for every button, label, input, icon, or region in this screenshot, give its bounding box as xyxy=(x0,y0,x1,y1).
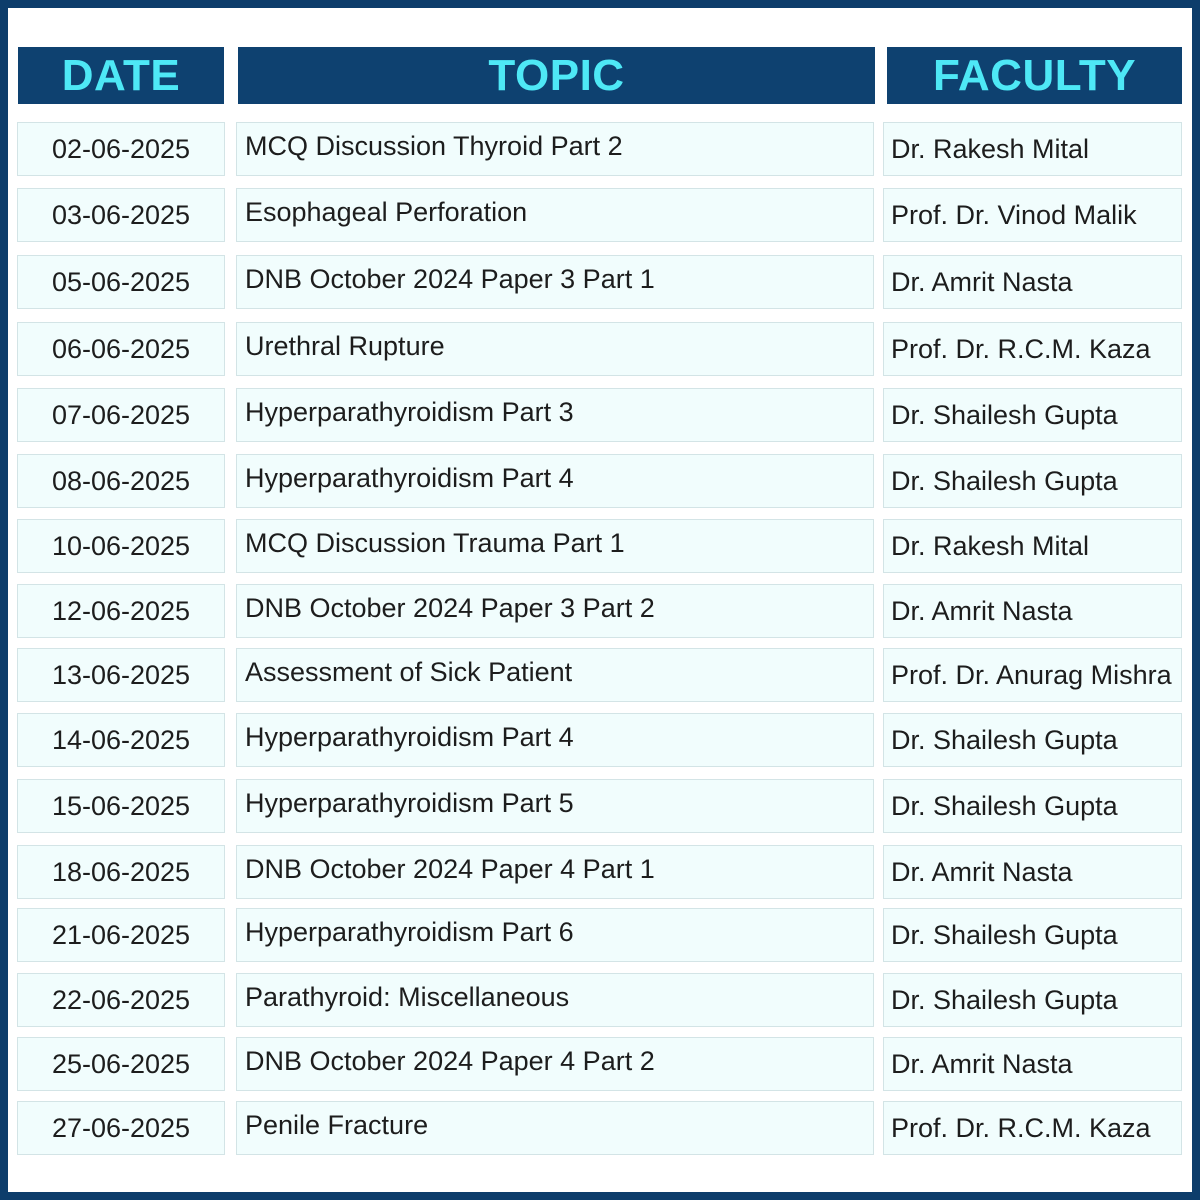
row-topic: Hyperparathyroidism Part 6 xyxy=(236,908,874,962)
row-faculty: Dr. Shailesh Gupta xyxy=(883,454,1182,508)
header-faculty: FACULTY xyxy=(887,47,1182,104)
row-date: 22-06-2025 xyxy=(17,973,225,1027)
row-topic: Hyperparathyroidism Part 4 xyxy=(236,454,874,508)
row-date: 10-06-2025 xyxy=(17,519,225,573)
header-topic: TOPIC xyxy=(238,47,875,104)
row-faculty: Prof. Dr. Vinod Malik xyxy=(883,188,1182,242)
row-faculty: Prof. Dr. R.C.M. Kaza xyxy=(883,322,1182,376)
row-date: 02-06-2025 xyxy=(17,122,225,176)
row-faculty: Dr. Shailesh Gupta xyxy=(883,388,1182,442)
row-faculty: Dr. Rakesh Mital xyxy=(883,122,1182,176)
row-topic: Esophageal Perforation xyxy=(236,188,874,242)
row-faculty: Dr. Rakesh Mital xyxy=(883,519,1182,573)
row-faculty: Dr. Shailesh Gupta xyxy=(883,908,1182,962)
row-faculty: Dr. Shailesh Gupta xyxy=(883,713,1182,767)
row-date: 07-06-2025 xyxy=(17,388,225,442)
row-faculty: Dr. Amrit Nasta xyxy=(883,1037,1182,1091)
row-date: 08-06-2025 xyxy=(17,454,225,508)
row-date: 25-06-2025 xyxy=(17,1037,225,1091)
row-topic: Assessment of Sick Patient xyxy=(236,648,874,702)
row-topic: Hyperparathyroidism Part 5 xyxy=(236,779,874,833)
row-faculty: Prof. Dr. Anurag Mishra xyxy=(883,648,1182,702)
row-topic: MCQ Discussion Thyroid Part 2 xyxy=(236,122,874,176)
schedule-sheet xyxy=(8,8,1192,1192)
row-date: 18-06-2025 xyxy=(17,845,225,899)
row-date: 21-06-2025 xyxy=(17,908,225,962)
row-faculty: Dr. Shailesh Gupta xyxy=(883,779,1182,833)
row-faculty: Dr. Amrit Nasta xyxy=(883,255,1182,309)
row-date: 06-06-2025 xyxy=(17,322,225,376)
row-topic: Hyperparathyroidism Part 4 xyxy=(236,713,874,767)
row-topic: DNB October 2024 Paper 4 Part 2 xyxy=(236,1037,874,1091)
row-date: 27-06-2025 xyxy=(17,1101,225,1155)
row-date: 15-06-2025 xyxy=(17,779,225,833)
row-topic: DNB October 2024 Paper 3 Part 2 xyxy=(236,584,874,638)
row-date: 12-06-2025 xyxy=(17,584,225,638)
row-date: 14-06-2025 xyxy=(17,713,225,767)
row-topic: DNB October 2024 Paper 4 Part 1 xyxy=(236,845,874,899)
row-faculty: Dr. Amrit Nasta xyxy=(883,584,1182,638)
schedule-rows xyxy=(8,8,1192,1192)
row-topic: Parathyroid: Miscellaneous xyxy=(236,973,874,1027)
row-date: 03-06-2025 xyxy=(17,188,225,242)
header-date: DATE xyxy=(18,47,224,104)
row-topic: Penile Fracture xyxy=(236,1101,874,1155)
row-topic: Urethral Rupture xyxy=(236,322,874,376)
row-date: 05-06-2025 xyxy=(17,255,225,309)
row-topic: DNB October 2024 Paper 3 Part 1 xyxy=(236,255,874,309)
row-faculty: Prof. Dr. R.C.M. Kaza xyxy=(883,1101,1182,1155)
row-date: 13-06-2025 xyxy=(17,648,225,702)
row-topic: MCQ Discussion Trauma Part 1 xyxy=(236,519,874,573)
row-faculty: Dr. Amrit Nasta xyxy=(883,845,1182,899)
row-faculty: Dr. Shailesh Gupta xyxy=(883,973,1182,1027)
row-topic: Hyperparathyroidism Part 3 xyxy=(236,388,874,442)
